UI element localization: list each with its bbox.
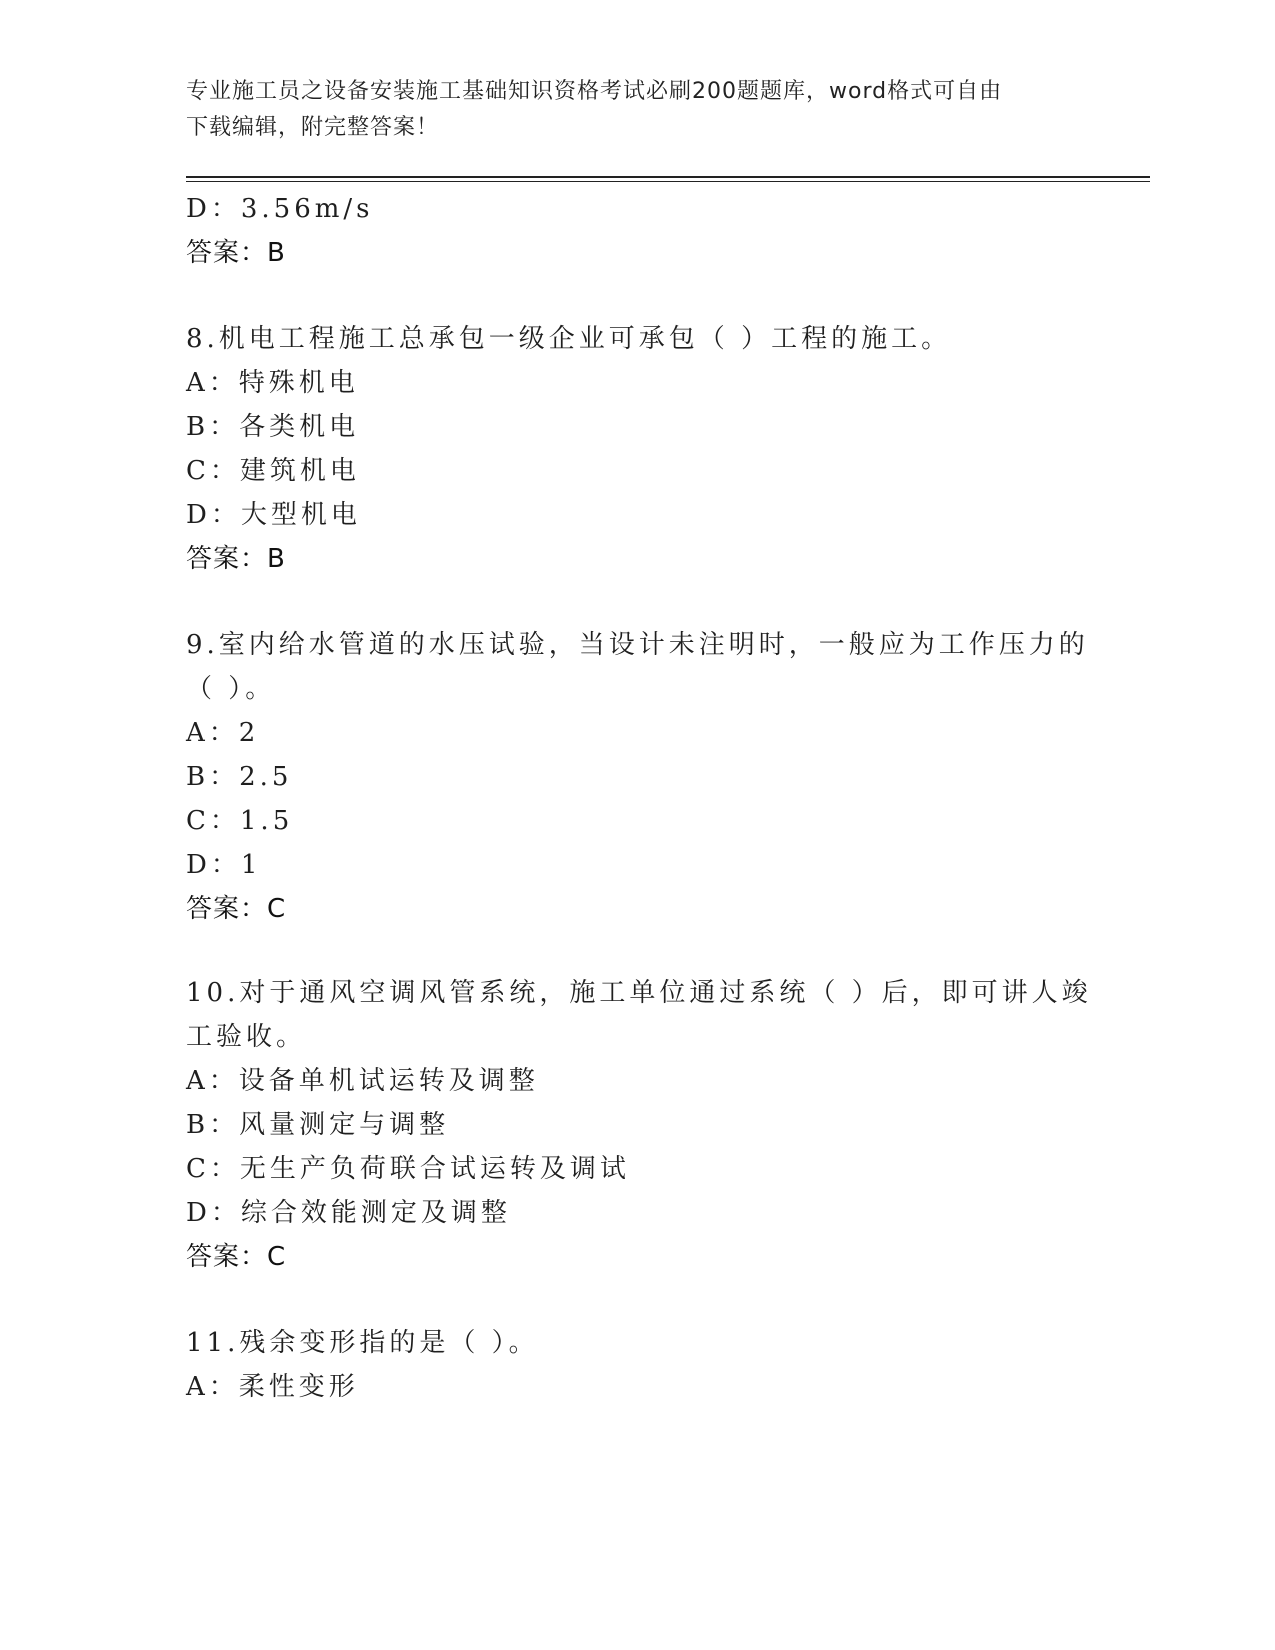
q8-stem: 8.机电工程施工总承包一级企业可承包（ ）工程的施工。 (186, 324, 952, 354)
q9-stem-line-1: 9.室内给水管道的水压试验，当设计未注明时，一般应为工作压力的 (186, 630, 1089, 660)
header-divider-thin (186, 181, 1150, 182)
q11-stem: 11.残余变形指的是（ ）。 (186, 1328, 539, 1358)
q10-stem-line-1: 10.对于通风空调风管系统，施工单位通过系统（ ）后，即可讲人竣 (186, 978, 1092, 1008)
q9-option-c: C：1.5 (186, 806, 294, 836)
q9-stem-line-2: （ ）。 (186, 674, 276, 704)
q8-answer: 答案：B (186, 544, 286, 574)
document-header (186, 74, 1066, 146)
q8-option-c: C：建筑机电 (186, 456, 360, 486)
q10-answer: 答案：C (186, 1242, 287, 1272)
q9-option-d: D：1 (186, 850, 262, 880)
q10-option-c: C：无生产负荷联合试运转及调试 (186, 1154, 630, 1184)
q10-option-d: D：综合效能测定及调整 (186, 1198, 511, 1228)
q9-option-a: A：2 (186, 718, 260, 748)
q10-stem-line-2: 工验收。 (186, 1022, 307, 1052)
q8-option-d: D：大型机电 (186, 500, 361, 530)
q9-option-b: B：2.5 (186, 762, 293, 792)
header-line-1: 专业施工员之设备安装施工基础知识资格考试必刷200题题库，word格式可自由 (186, 79, 1003, 104)
prev-option-d: D：3.56m/s (186, 194, 374, 224)
q9-answer: 答案：C (186, 894, 287, 924)
q8-option-b: B：各类机电 (186, 412, 360, 442)
q11-option-a: A：柔性变形 (186, 1372, 359, 1402)
header-divider (186, 176, 1150, 178)
prev-answer: 答案：B (186, 238, 286, 268)
q10-option-b: B：风量测定与调整 (186, 1110, 450, 1140)
q8-option-a: A：特殊机电 (186, 368, 359, 398)
q10-option-a: A：设备单机试运转及调整 (186, 1066, 539, 1096)
header-line-2: 下载编辑，附完整答案！ (186, 115, 440, 140)
